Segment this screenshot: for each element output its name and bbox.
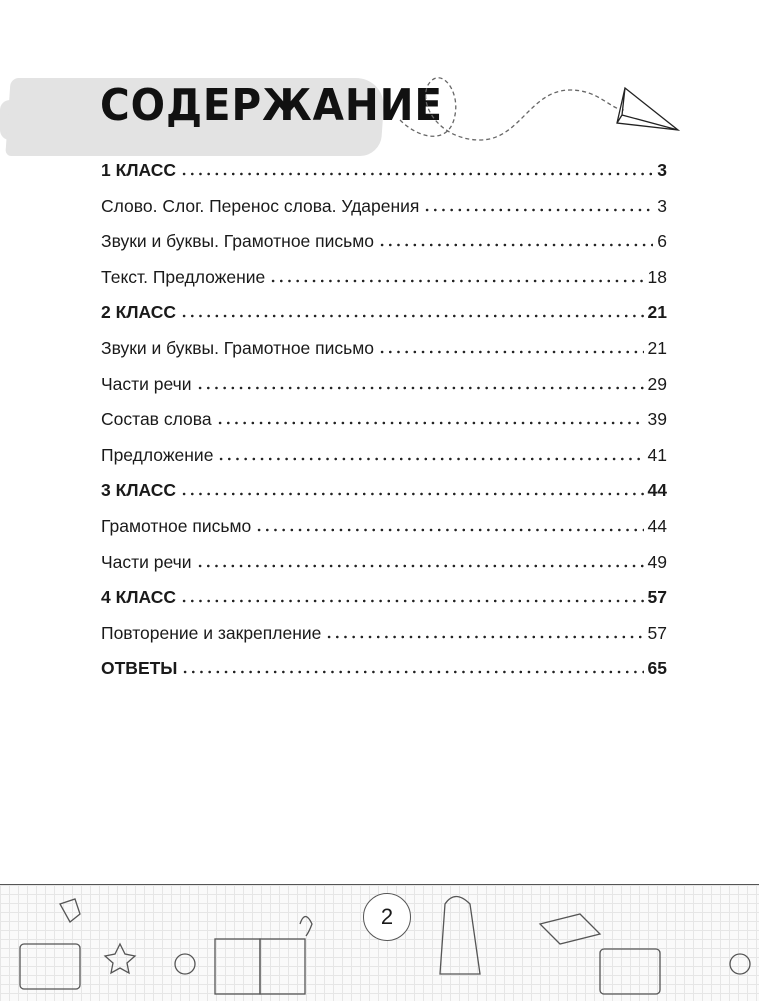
toc-entry-page: 44 [647, 515, 667, 536]
toc-entry-page: 57 [647, 622, 667, 643]
dot-leader [196, 564, 644, 568]
dot-leader [269, 279, 643, 283]
toc-entry-page: 57 [647, 587, 667, 608]
dot-leader [181, 670, 643, 674]
toc-entry-page: 18 [647, 266, 667, 287]
toc-entry[interactable] [101, 552, 667, 588]
toc-entry-page: 39 [647, 409, 667, 430]
toc-entry-label: Грамотное письмо [101, 515, 252, 536]
backpack-icon [440, 897, 480, 975]
dot-leader [378, 243, 653, 247]
toc-entry[interactable] [101, 231, 667, 267]
toc-entry-page: 44 [647, 480, 667, 501]
toc-entry[interactable] [101, 587, 667, 623]
toc-entry-label: Звуки и буквы. Грамотное письмо [101, 231, 375, 252]
toc-entry-label: Состав слова [101, 409, 212, 430]
graduation-cap-icon [540, 914, 600, 944]
toc-entry-page: 21 [647, 337, 667, 358]
toc-entry-label: 3 КЛАСС [101, 480, 177, 501]
smiley-icon [730, 954, 750, 974]
dot-leader [196, 386, 644, 390]
toc-entry-label: Предложение [101, 444, 214, 465]
toc-entry[interactable] [101, 196, 667, 232]
toc-entry-page: 3 [657, 160, 667, 180]
question-icon [300, 917, 312, 937]
toc-entry-label: Части речи [101, 551, 192, 572]
dot-leader [180, 492, 643, 496]
toc-entry[interactable] [101, 658, 667, 694]
table-of-contents [101, 160, 667, 694]
paper-plane-icon [380, 70, 680, 150]
toc-entry-label: Слово. Слог. Перенос слова. Ударения [101, 195, 420, 216]
toc-entry-page: 65 [647, 658, 667, 679]
laptop-icon [600, 949, 660, 994]
dot-leader [180, 599, 643, 603]
toc-entry-label: 2 КЛАСС [101, 302, 177, 323]
dot-leader [180, 172, 653, 176]
toc-entry-label: Части речи [101, 373, 192, 394]
book-icon [260, 939, 305, 994]
toc-entry[interactable] [101, 445, 667, 481]
toc-entry[interactable] [101, 409, 667, 445]
toc-entry-page: 41 [647, 444, 667, 465]
toc-entry[interactable] [101, 338, 667, 374]
book-icon [215, 939, 260, 994]
toc-entry-label: 4 КЛАСС [101, 587, 177, 608]
dot-leader [216, 421, 644, 425]
page-number: 2 [363, 893, 411, 941]
toc-entry[interactable] [101, 160, 667, 196]
toc-entry[interactable] [101, 623, 667, 659]
dot-leader [180, 314, 643, 318]
toc-entry-page: 6 [657, 231, 667, 252]
page-title: СОДЕРЖАНИЕ [100, 80, 443, 131]
dot-leader [378, 350, 643, 354]
toc-entry-page: 21 [647, 302, 667, 323]
toc-entry[interactable] [101, 267, 667, 303]
star-icon [105, 944, 135, 973]
toc-entry-label: Звуки и буквы. Грамотное письмо [101, 337, 375, 358]
toc-entry-label: ОТВЕТЫ [101, 658, 178, 679]
toc-entry-label: Текст. Предложение [101, 266, 266, 287]
toc-entry-label: 1 КЛАСС [101, 160, 177, 180]
toc-entry-page: 29 [647, 373, 667, 394]
dot-leader [255, 528, 643, 532]
dot-leader [325, 635, 643, 639]
toc-entry-page: 49 [647, 551, 667, 572]
toc-entry-label: Повторение и закрепление [101, 622, 322, 643]
toc-entry[interactable] [101, 302, 667, 338]
toc-entry[interactable] [101, 516, 667, 552]
toc-entry-page: 3 [657, 195, 667, 216]
toc-entry[interactable] [101, 480, 667, 516]
dot-leader [217, 457, 643, 461]
puzzle-icon [60, 899, 80, 922]
laptop-icon [20, 944, 80, 989]
dot-leader [423, 208, 653, 212]
smiley-icon [175, 954, 195, 974]
toc-entry[interactable] [101, 374, 667, 410]
